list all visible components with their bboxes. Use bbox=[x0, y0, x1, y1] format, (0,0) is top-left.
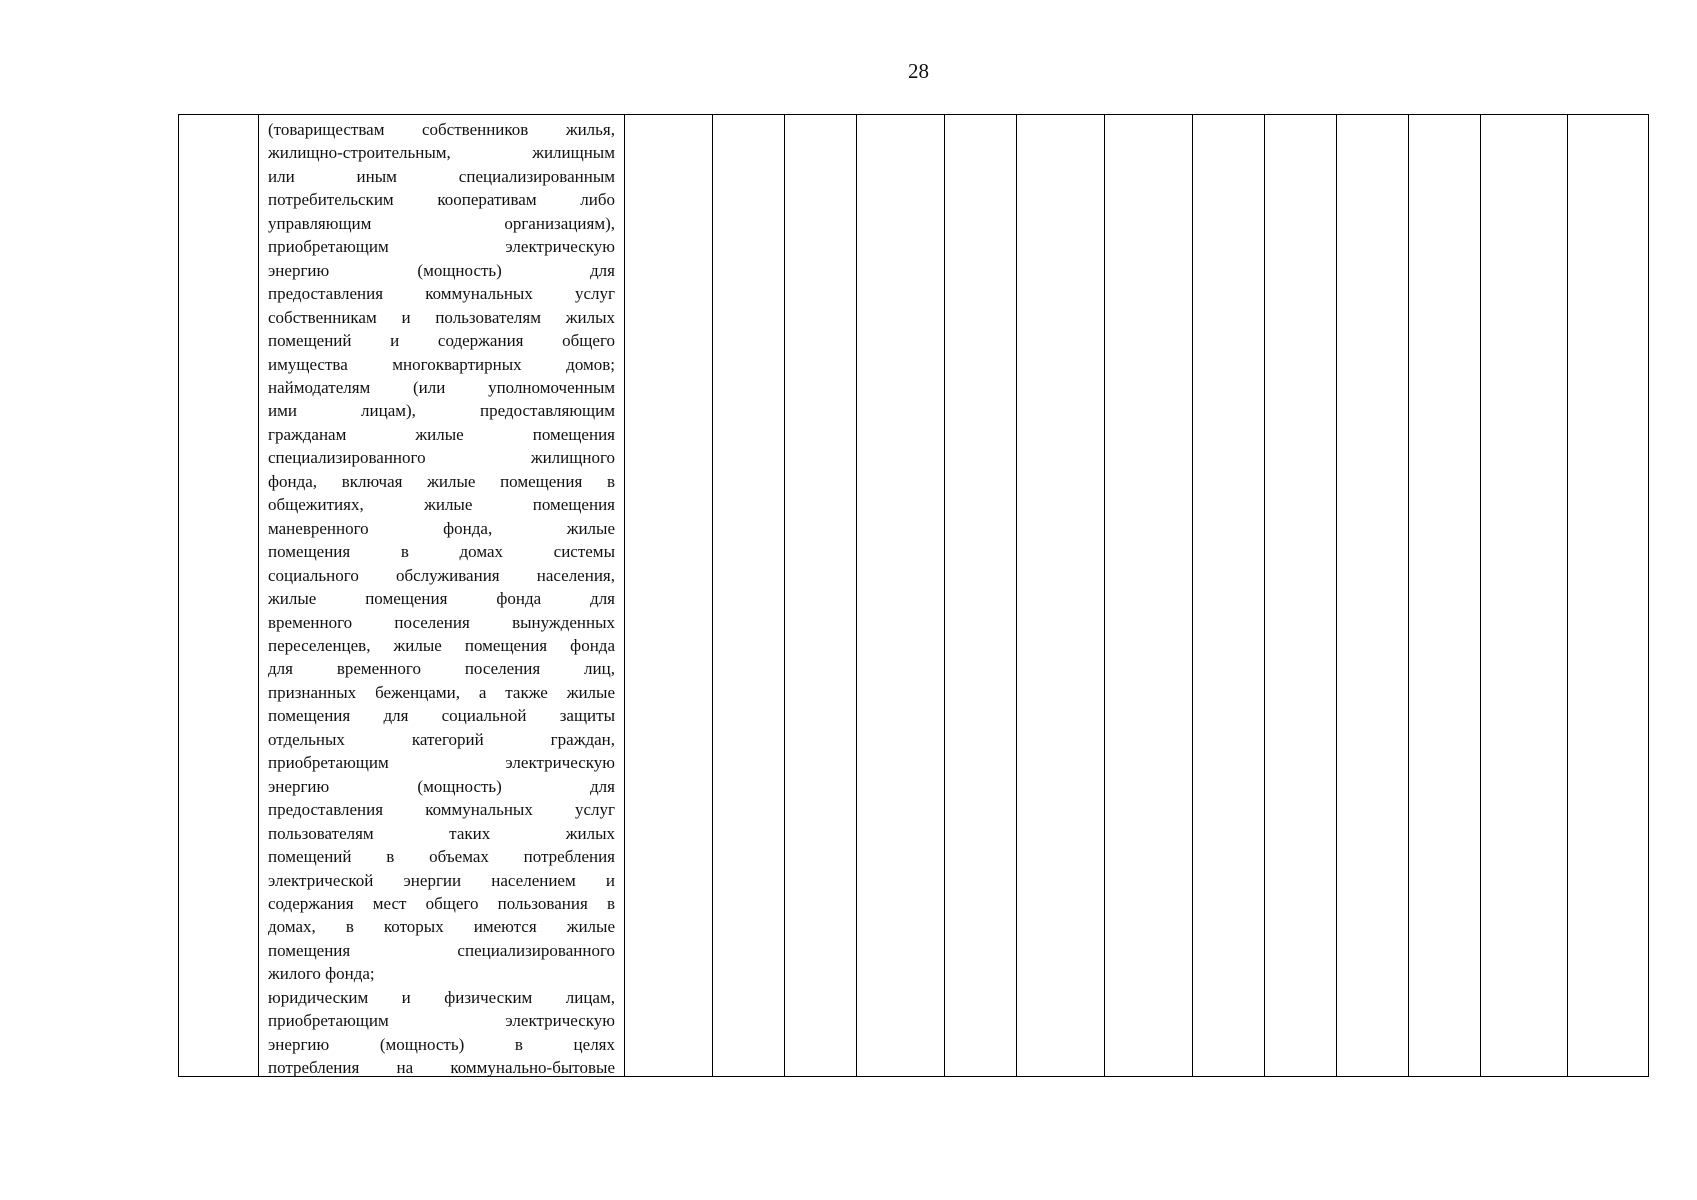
column-divider bbox=[1480, 115, 1481, 1076]
text-line: энергию (мощность) для bbox=[268, 260, 615, 280]
text-line: имущества многоквартирных домов; bbox=[268, 354, 615, 374]
text-line: социального обслуживания населения, bbox=[268, 565, 615, 585]
text-line: пользователям таких жилых bbox=[268, 823, 615, 843]
text-line: жилищно-строительным, жилищным bbox=[268, 143, 615, 163]
table-cell-description bbox=[268, 118, 615, 1080]
text-line: содержания мест общего пользования в bbox=[268, 893, 615, 913]
text-line: временного поселения вынужденных bbox=[268, 612, 615, 632]
text-line: домах, в которых имеются жилые bbox=[268, 917, 615, 937]
text-line: потребительским кооперативам либо bbox=[268, 190, 615, 210]
text-line: ими лицам), предоставляющим bbox=[268, 401, 615, 421]
text-line: переселенцев, жилые помещения фонда bbox=[268, 635, 615, 655]
text-line: жилого фонда; bbox=[268, 964, 375, 984]
text-line: помещений и содержания общего bbox=[268, 331, 615, 351]
text-line: помещения в домах системы bbox=[268, 542, 615, 562]
column-divider bbox=[1104, 115, 1105, 1076]
column-divider bbox=[944, 115, 945, 1076]
column-divider bbox=[784, 115, 785, 1076]
page-number: 28 bbox=[908, 59, 929, 83]
text-line: специализированного жилищного bbox=[268, 448, 615, 468]
column-divider bbox=[1264, 115, 1265, 1076]
column-divider bbox=[712, 115, 713, 1076]
column-divider bbox=[1016, 115, 1017, 1076]
text-line: предоставления коммунальных услуг bbox=[268, 284, 615, 304]
text-line: жилые помещения фонда для bbox=[268, 589, 615, 609]
text-line: общежитиях, жилые помещения bbox=[268, 495, 615, 515]
text-line: энергию (мощность) для bbox=[268, 776, 615, 796]
column-divider bbox=[258, 115, 259, 1076]
column-divider bbox=[624, 115, 625, 1076]
text-line: энергию (мощность) в целях bbox=[268, 1034, 615, 1054]
text-line: (товариществам собственников жилья, bbox=[268, 120, 615, 139]
text-line: потребления на коммунально-бытовые bbox=[268, 1058, 615, 1078]
text-line: электрической энергии населением и bbox=[268, 870, 615, 890]
text-line: для временного поселения лиц, bbox=[268, 659, 615, 679]
text-line: помещений в объемах потребления bbox=[268, 847, 615, 867]
text-line: приобретающим электрическую bbox=[268, 753, 615, 773]
text-line: собственникам и пользователям жилых bbox=[268, 307, 615, 327]
column-divider bbox=[1192, 115, 1193, 1076]
text-line: предоставления коммунальных услуг bbox=[268, 800, 615, 820]
text-line: приобретающим электрическую bbox=[268, 1011, 615, 1031]
column-divider bbox=[1408, 115, 1409, 1076]
text-line: наймодателям (или уполномоченным bbox=[268, 377, 615, 397]
text-line: маневренного фонда, жилые bbox=[268, 518, 615, 538]
text-line: признанных беженцами, а также жилые bbox=[268, 682, 615, 702]
text-line: помещения для социальной защиты bbox=[268, 706, 615, 726]
text-line: приобретающим электрическую bbox=[268, 237, 615, 257]
text-line: юридическим и физическим лицам, bbox=[268, 987, 615, 1007]
column-divider bbox=[1567, 115, 1568, 1076]
column-divider bbox=[1336, 115, 1337, 1076]
column-divider bbox=[856, 115, 857, 1076]
text-line: фонда, включая жилые помещения в bbox=[268, 471, 615, 491]
text-line: управляющим организациям), bbox=[268, 213, 615, 233]
text-line: помещения специализированного bbox=[268, 940, 615, 960]
text-line: отдельных категорий граждан, bbox=[268, 729, 615, 749]
text-line: гражданам жилые помещения bbox=[268, 424, 615, 444]
text-line: или иным специализированным bbox=[268, 166, 615, 186]
